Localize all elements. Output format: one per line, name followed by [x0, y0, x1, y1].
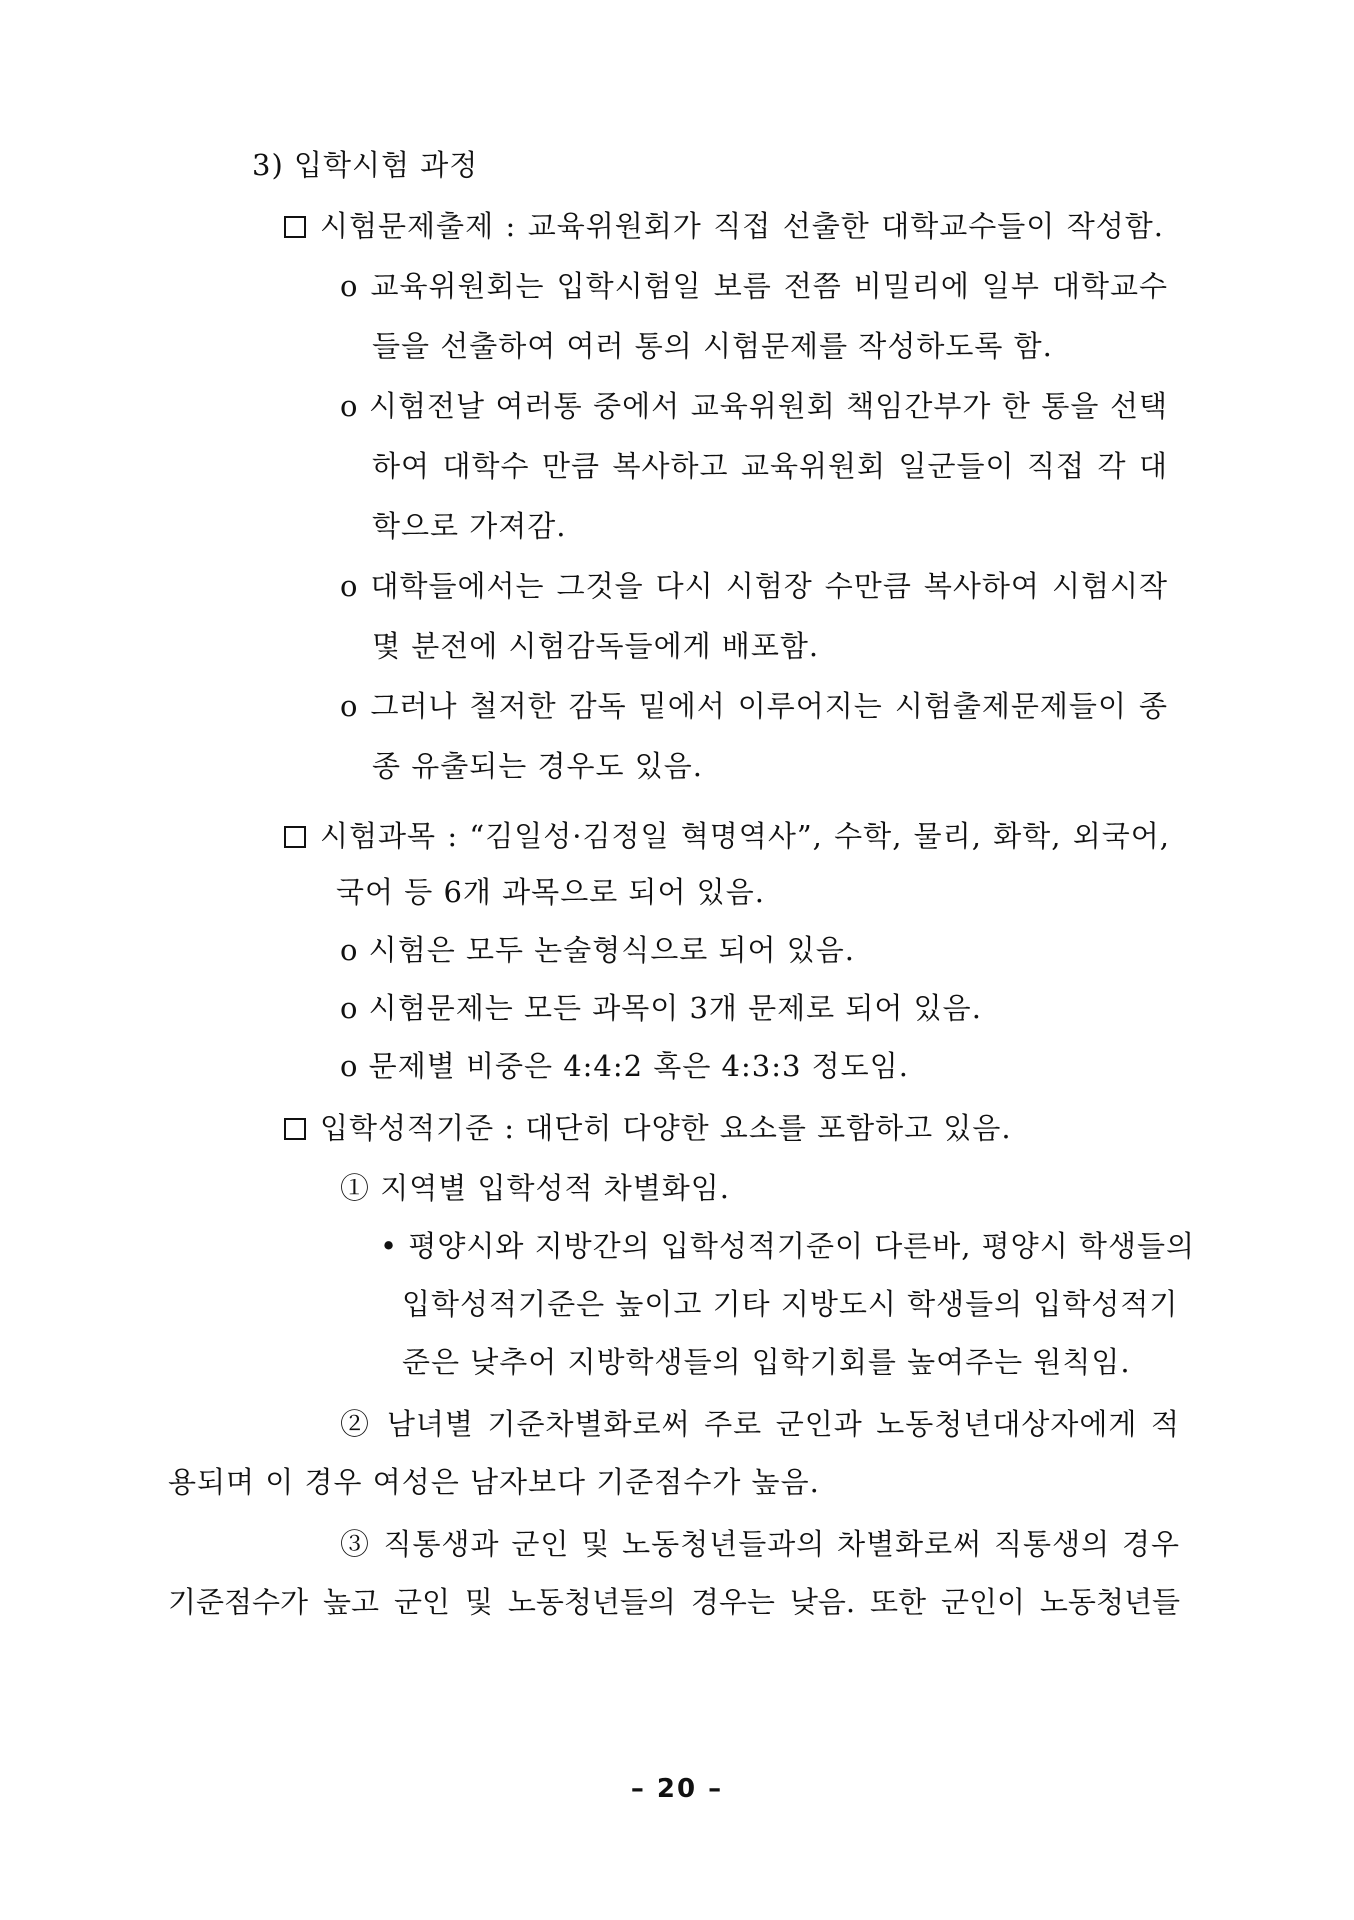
- block-admission-criteria-text: 입학성적기준 : 대단히 다양한 요소를 포함하고 있음.: [320, 1111, 1012, 1145]
- bullet-line-3: o 대학들에서는 그것을 다시 시험장 수만큼 복사하여 시험시작: [340, 569, 1168, 603]
- numbered-item-2-cont: 용되며 이 경우 여성은 남자보다 기준점수가 높음.: [168, 1465, 820, 1499]
- block-exam-subjects-cont: 국어 등 6개 과목으로 되어 있음.: [336, 875, 765, 909]
- bullet-line-3-cont: 몇 분전에 시험감독들에게 배포함.: [372, 629, 820, 663]
- block-exam-subjects: [284, 816, 1170, 856]
- bullet-line-2: o 시험전날 여러통 중에서 교육위원회 책임간부가 한 통을 선택: [340, 389, 1168, 423]
- numbered-item-1: ① 지역별 입학성적 차별화임.: [340, 1171, 731, 1205]
- block-exam-setting-text: 시험문제출제 : 교육위원회가 직접 선출한 대학교수들이 작성함.: [320, 209, 1164, 243]
- numbered-item-2: ② 남녀별 기준차별화로써 주로 군인과 노동청년대상자에게 적: [340, 1407, 1180, 1441]
- block-admission-criteria: [284, 1108, 1012, 1148]
- numbered-item-3-cont: 기준점수가 높고 군인 및 노동청년들의 경우는 낮음. 또한 군인이 노동청년들: [168, 1585, 1180, 1619]
- page-number: – 20 –: [630, 1774, 724, 1804]
- bullet-line-7: o 문제별 비중은 4:4:2 혹은 4:3:3 정도임.: [340, 1049, 909, 1083]
- numbered-item-3: ③ 직통생과 군인 및 노동청년들과의 차별화로써 직통생의 경우: [340, 1527, 1180, 1561]
- section-heading: 3) 입학시험 과정: [252, 148, 479, 182]
- block-exam-setting: [284, 206, 1164, 246]
- bullet-line-1-cont: 들을 선출하여 여러 통의 시험문제를 작성하도록 함.: [372, 329, 1053, 363]
- block-exam-subjects-text: 시험과목 : “김일성·김정일 혁명역사”, 수학, 물리, 화학, 외국어,: [320, 819, 1170, 853]
- bullet-line-1: o 교육위원회는 입학시험일 보름 전쯤 비밀리에 일부 대학교수: [340, 269, 1168, 303]
- bullet-line-2-cont-2: 학으로 가져감.: [372, 509, 567, 543]
- dot-line-1-cont-2: 준은 낮추어 지방학생들의 입학기회를 높여주는 원칙임.: [402, 1345, 1131, 1379]
- dot-line-1: • 평양시와 지방간의 입학성적기준이 다른바, 평양시 학생들의: [380, 1229, 1195, 1263]
- bullet-line-6: o 시험문제는 모든 과목이 3개 문제로 되어 있음.: [340, 991, 982, 1025]
- bullet-line-5: o 시험은 모두 논술형식으로 되어 있음.: [340, 933, 855, 967]
- bullet-line-4: o 그러나 철저한 감독 밑에서 이루어지는 시험출제문제들이 종: [340, 689, 1168, 723]
- bullet-line-2-cont: 하여 대학수 만큼 복사하고 교육위원회 일군들이 직접 각 대: [372, 449, 1168, 483]
- checkbox-square-icon: [284, 216, 306, 238]
- bullet-line-4-cont: 종 유출되는 경우도 있음.: [372, 749, 704, 783]
- checkbox-square-icon: [284, 826, 306, 848]
- dot-line-1-cont: 입학성적기준은 높이고 기타 지방도시 학생들의 입학성적기: [402, 1287, 1179, 1321]
- checkbox-square-icon: [284, 1118, 306, 1140]
